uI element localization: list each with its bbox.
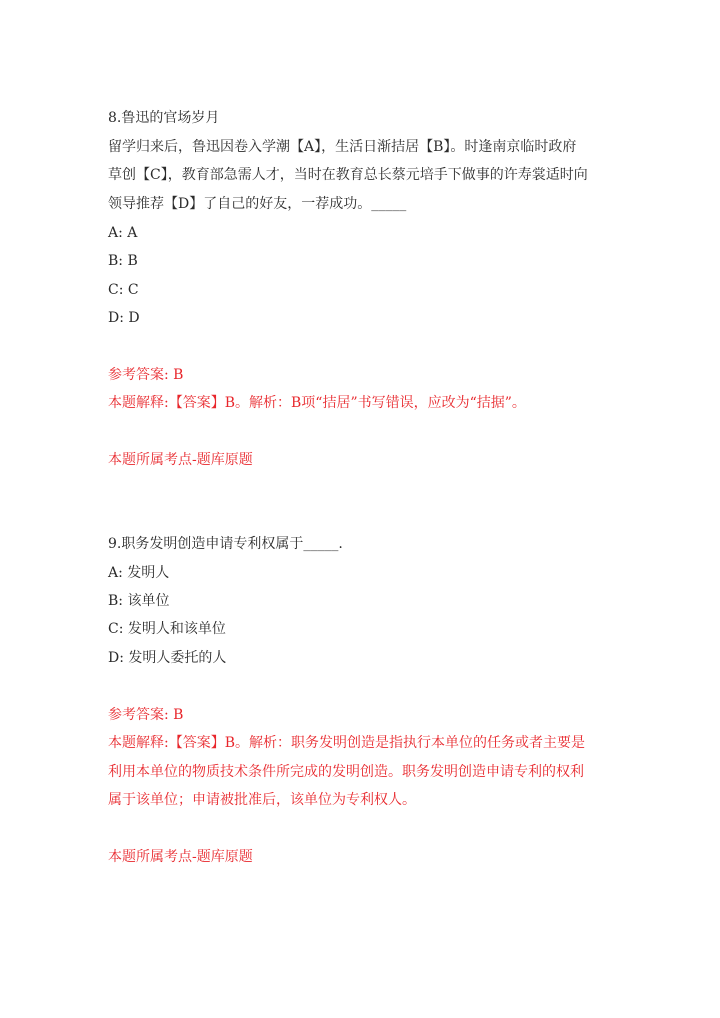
question-8-source: 本题所属考点-题库原题	[108, 452, 253, 468]
question-9-option-a: A: 发明人	[108, 565, 170, 581]
question-9-source: 本题所属考点-题库原题	[108, 849, 253, 865]
question-8-answer: 参考答案: B	[108, 367, 184, 383]
question-9-answer: 参考答案: B	[108, 707, 184, 723]
question-8-option-d: D: D	[108, 310, 140, 326]
question-9-explanation-line-2: 利用本单位的物质技术条件所完成的发明创造。职务发明创造申请专利的权利	[108, 764, 584, 780]
question-8-title: 8.鲁迅的官场岁月	[108, 110, 220, 126]
question-8-option-c: C: C	[108, 282, 139, 298]
question-8-stem-line-1: 留学归来后，鲁迅因卷入学潮【A】，生活日渐拮居【B】。时逢南京临时政府	[108, 139, 577, 155]
question-8-explanation: 本题解释:【答案】B。解析：B项“拮居”书写错误，应改为“拮据”。	[108, 395, 526, 411]
question-9-option-d: D: 发明人委托的人	[108, 650, 227, 666]
question-9-title: 9.职务发明创造申请专利权属于_____.	[108, 536, 343, 552]
question-9-option-c: C: 发明人和该单位	[108, 621, 226, 637]
question-8-stem-line-3: 领导推荐【D】了自己的好友，一荐成功。_____	[108, 196, 407, 212]
question-8-stem-line-2: 草创【C】，教育部急需人才，当时在教育总长蔡元培手下做事的许寿裳适时向	[108, 167, 588, 183]
question-8-option-a: A: A	[108, 225, 138, 241]
question-9-option-b: B: 该单位	[108, 593, 170, 609]
question-9-explanation-line-1: 本题解释:【答案】B。解析：职务发明创造是指执行本单位的任务或者主要是	[108, 735, 586, 751]
question-9-explanation-line-3: 属于该单位；申请被批准后，该单位为专利权人。	[108, 792, 416, 808]
question-8-option-b: B: B	[108, 253, 138, 269]
